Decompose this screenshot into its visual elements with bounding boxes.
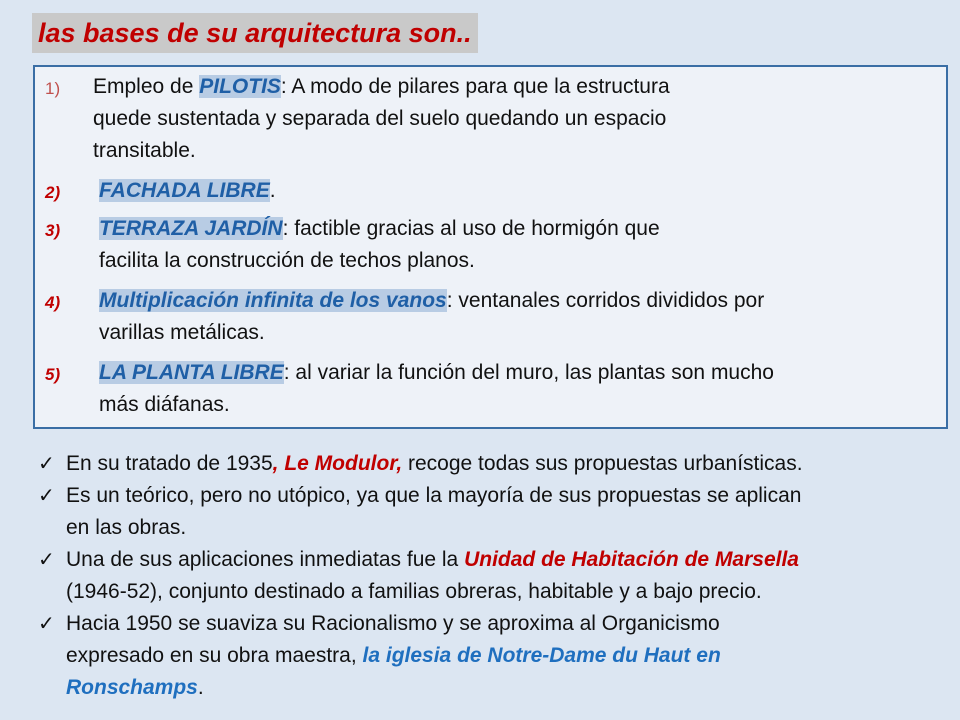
checkmark-icon: ✓ [38, 613, 55, 635]
item-text [99, 285, 764, 349]
item-text-line: . [269, 179, 276, 202]
item-text-line: : A modo de pilares para que la estructura [280, 75, 670, 98]
item-text-line: más diáfanas. [99, 393, 230, 416]
item-text [99, 357, 774, 421]
item-text-line: : al variar la función del muro, las plantas son mucho [283, 361, 774, 384]
item-key: PILOTIS [199, 75, 281, 98]
check-text-line: Es un teórico, pero no utópico, ya que la mayoría de sus propuestas se aplican [66, 484, 802, 507]
check-text [66, 608, 721, 704]
le-modulor-text: , Le Modulor, [272, 452, 403, 475]
check-text [66, 480, 801, 544]
check-text [66, 448, 803, 480]
check-text-line: (1946-52), conjunto destinado a familias obreras, habitable y a bajo precio. [66, 580, 762, 603]
item-key: FACHADA LIBRE [99, 179, 270, 202]
item-text-line: facilita la construcción de techos planos. [99, 249, 475, 272]
item-text [93, 71, 670, 167]
unidad-habitacion-text: Unidad de Habitación de Marsella [464, 548, 799, 571]
ronschamps-text: Ronschamps [66, 676, 198, 699]
item-number: 2) [45, 183, 61, 202]
item-key: LA PLANTA LIBRE [99, 361, 284, 384]
checkmark-icon: ✓ [38, 453, 55, 475]
item-text-line: varillas metálicas. [99, 321, 265, 344]
item-key: Multiplicación infinita de los vanos [99, 289, 447, 312]
item-text-line: : ventanales corridos divididos por [446, 289, 765, 312]
item-text-line: quede sustentada y separada del suelo quedando un espacio [93, 107, 667, 130]
checkmark-icon: ✓ [38, 485, 55, 507]
item-text [99, 213, 660, 277]
slide-title: las bases de su arquitectura son.. [38, 17, 472, 48]
item-number: 3) [45, 221, 61, 240]
item-number: 1) [45, 79, 61, 98]
item-text [99, 175, 276, 207]
item-text-line: : factible gracias al uso de hormigón que [282, 217, 660, 240]
checkmark-icon: ✓ [38, 549, 55, 571]
item-number: 4) [45, 293, 61, 312]
item-key: TERRAZA JARDÍN [99, 217, 283, 240]
check-text-part: . [197, 676, 204, 699]
item-prefix: Empleo de [93, 75, 200, 98]
check-text-part: En su tratado de 1935 [66, 452, 273, 475]
check-text [66, 544, 799, 608]
item-number: 5) [45, 365, 61, 384]
check-text-part: Una de sus aplicaciones inmediatas fue la [66, 548, 465, 571]
notre-dame-text: la iglesia de Notre-Dame du Haut en [362, 644, 721, 667]
bases-box [33, 65, 948, 429]
check-text-line: en las obras. [66, 516, 187, 539]
item-text-line: transitable. [93, 139, 196, 162]
check-text-part: recoge todas sus propuestas urbanísticas. [402, 452, 803, 475]
check-text-line: Hacia 1950 se suaviza su Racionalismo y se aproxima al Organicismo [66, 612, 720, 635]
check-text-part: expresado en su obra maestra, [66, 644, 363, 667]
title-banner [32, 13, 478, 53]
